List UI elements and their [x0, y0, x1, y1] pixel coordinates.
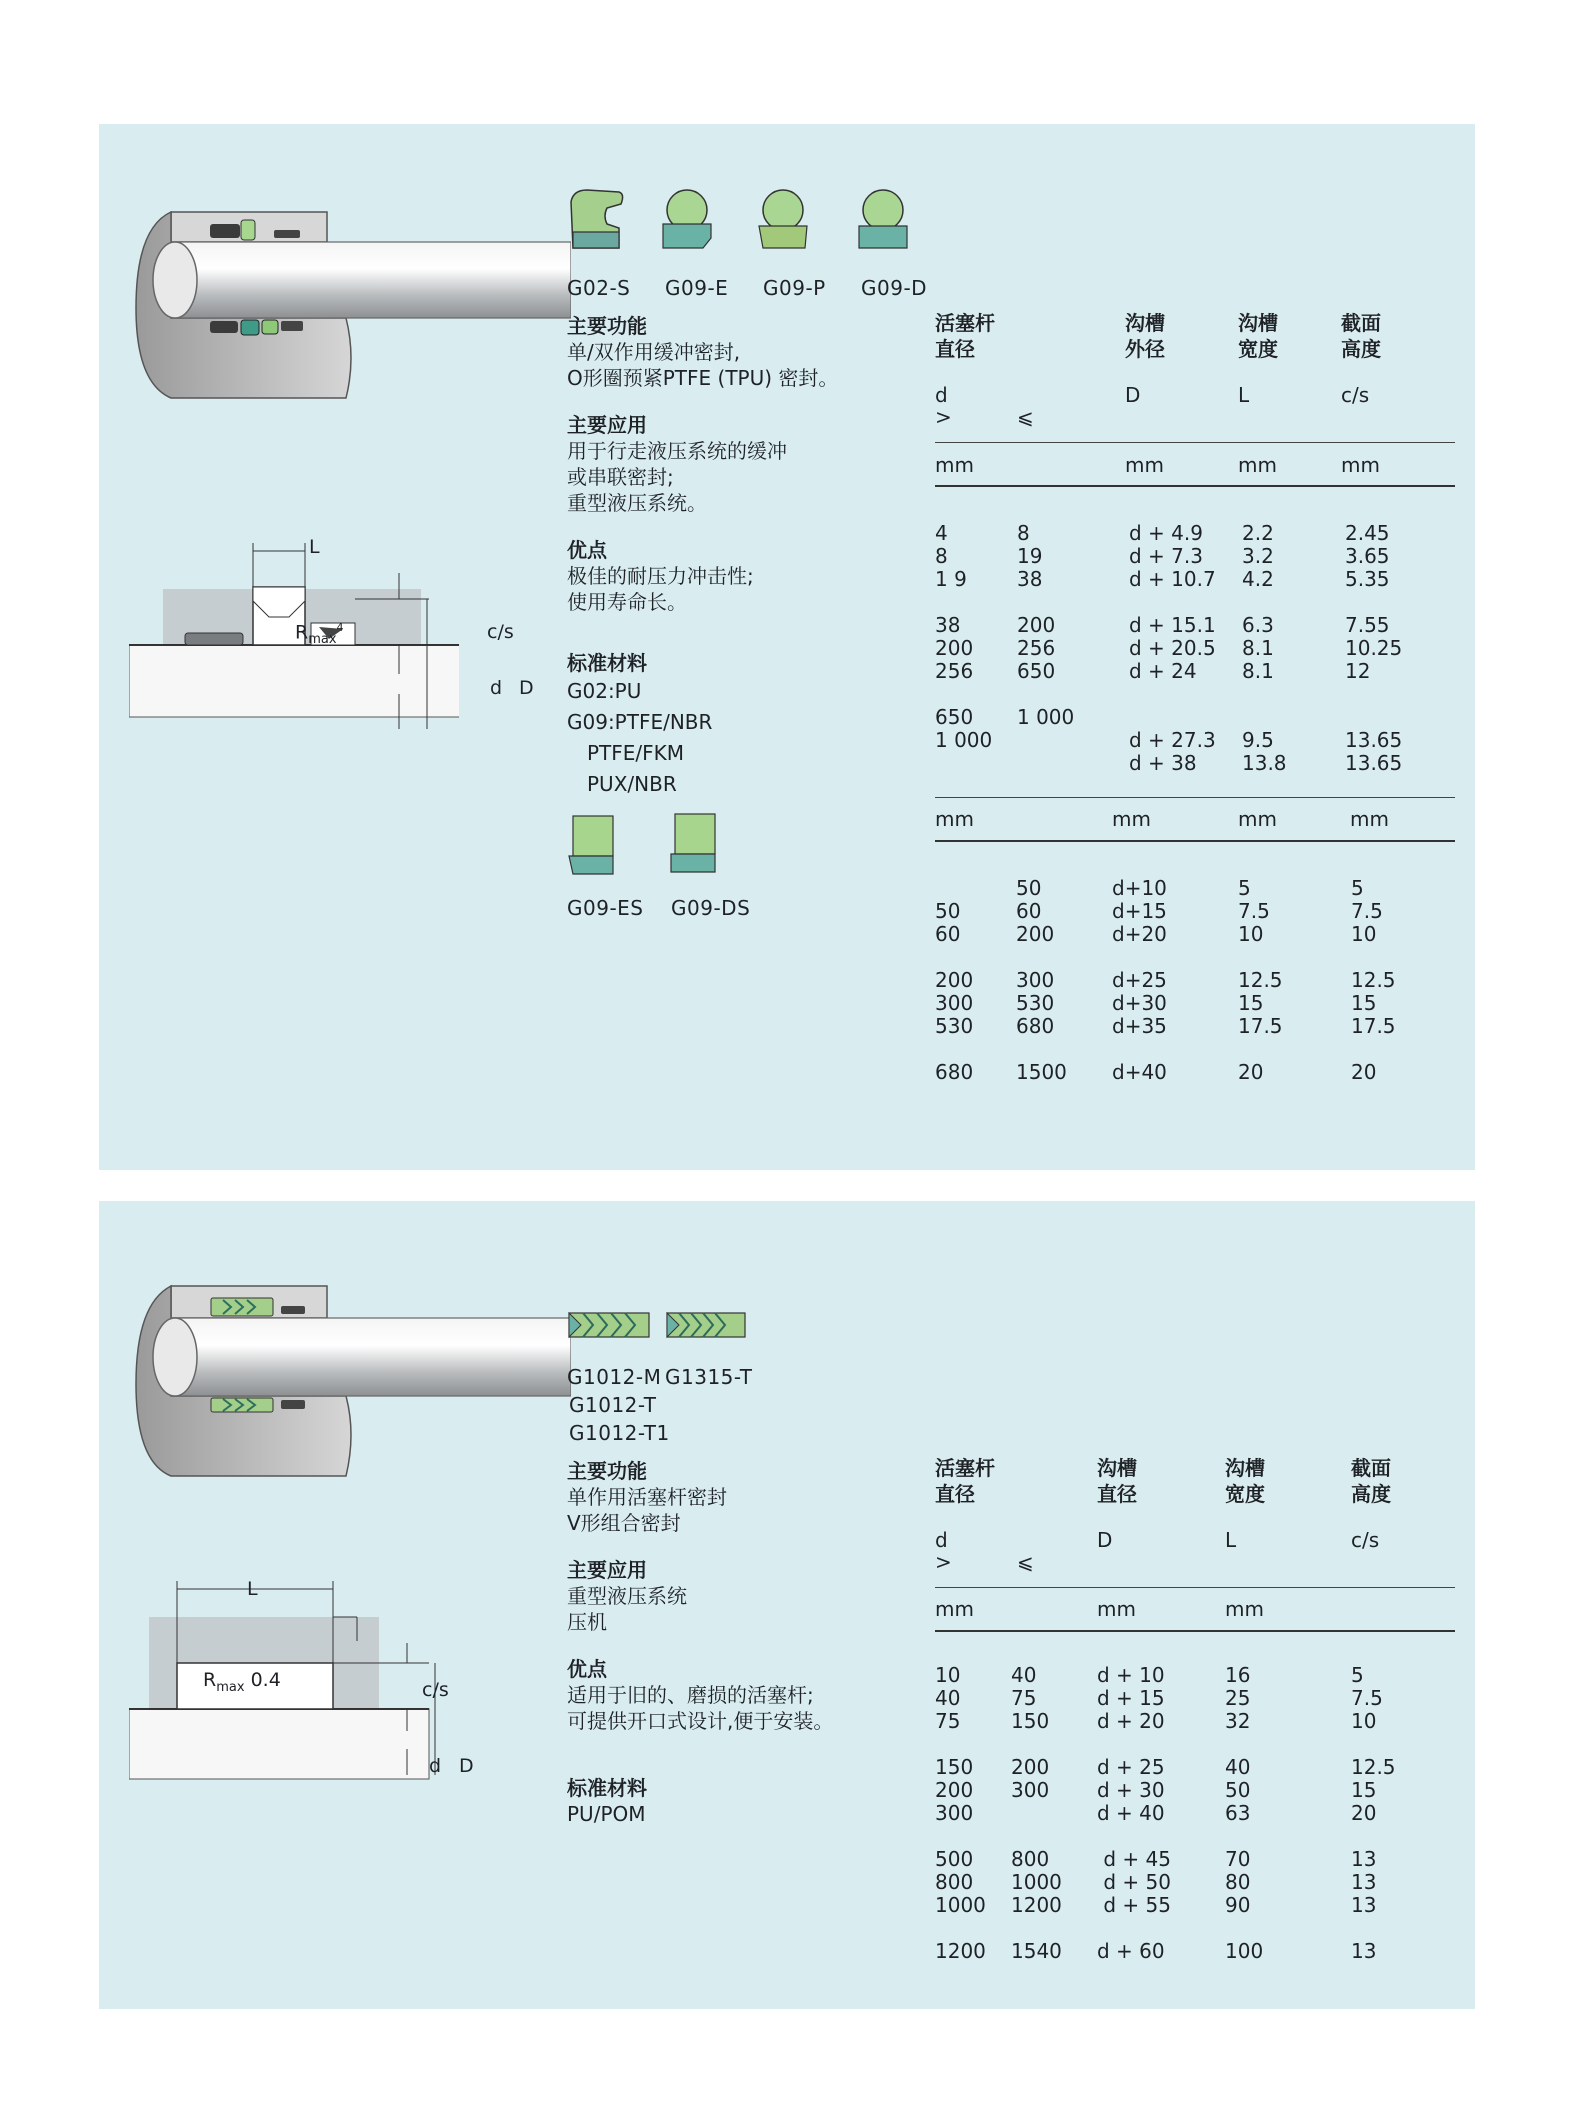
- function-line: V形组合密封: [567, 1511, 681, 1535]
- symbol-d: d: [935, 383, 948, 407]
- symbol-less-equal: ⩽: [1017, 1550, 1034, 1574]
- rmax-label: [295, 621, 344, 647]
- column-groove-width: 16 25 32 40 50 63 70 80 90 100: [1225, 1663, 1264, 1963]
- profile-code-g1012-m: G1012-M: [567, 1365, 662, 1389]
- column-rod-from: 10 40 75 150 200 300 500 800 1000 1200: [935, 1663, 986, 1963]
- symbol-D: D: [1097, 1528, 1113, 1552]
- profile-icons-row: [567, 186, 927, 256]
- symbol-L: L: [1238, 383, 1250, 407]
- profile-code-g09-p: G09-P: [763, 276, 826, 300]
- advantage-line: 使用寿命长。: [567, 590, 687, 614]
- application-line: 用于行走液压系统的缓冲: [567, 439, 787, 463]
- column-rod-from: 4 8 1 9 38 200 256 650 1 000: [935, 521, 993, 752]
- rmax-value: 0.4: [244, 1669, 281, 1691]
- application-line: 重型液压系统。: [567, 491, 707, 515]
- unit-cell: mm: [935, 453, 974, 477]
- table-rule: [935, 1587, 1455, 1588]
- table-header-rod-diameter: 活塞杆 直径: [935, 1456, 995, 1506]
- seal-cutaway-illustration: [131, 1284, 571, 1484]
- unit-cell: mm: [1350, 807, 1389, 831]
- table-rule: [935, 1630, 1455, 1632]
- table-header-groove-diameter: 沟槽 直径: [1097, 1456, 1137, 1506]
- dim-label-L: L: [309, 536, 320, 558]
- unit-cell: mm: [935, 807, 974, 831]
- profile-g09-ds-icon: [675, 814, 715, 854]
- profile-code-g1315-t: G1315-T: [665, 1365, 753, 1389]
- dim-label-L: L: [247, 1578, 258, 1600]
- column-groove-od-2: d+10 d+15 d+20 d+25 d+30 d+35 d+40: [1112, 876, 1167, 1084]
- column-section-height: 5 7.5 10 12.5 15 20 13 13 13 13: [1351, 1663, 1396, 1963]
- symbol-cs: c/s: [1351, 1528, 1380, 1552]
- unit-cell: mm: [935, 1597, 974, 1621]
- function-line: O形圈预紧PTFE (TPU) 密封。: [567, 366, 839, 390]
- profile-icons-es-ds: [567, 812, 727, 882]
- function-line: 单作用活塞杆密封: [567, 1485, 727, 1509]
- column-groove-width: 2.2 3.2 4.2 6.3 8.1 8.1 9.5 13.8: [1242, 521, 1287, 775]
- function-title: 主要功能: [567, 314, 647, 338]
- material-line: G02:PU: [567, 679, 642, 703]
- advantage-line: 可提供开口式设计,便于安装。: [567, 1709, 834, 1733]
- rmax-label: [203, 1669, 281, 1695]
- rmax-letter: R: [203, 1669, 217, 1691]
- profile-code-g02-s: G02-S: [567, 276, 631, 300]
- unit-cell: mm: [1225, 1597, 1264, 1621]
- symbol-less-equal: ⩽: [1017, 405, 1034, 429]
- profile-g09-es-icon: [573, 816, 613, 856]
- table-rule: [935, 797, 1455, 798]
- table-header-groove-width: 沟槽 宽度: [1225, 1456, 1265, 1506]
- unit-cell: mm: [1341, 453, 1380, 477]
- unit-cell: mm: [1238, 453, 1277, 477]
- profile-code-g09-es: G09-ES: [567, 896, 644, 920]
- symbol-d: d: [935, 1528, 948, 1552]
- application-title: 主要应用: [567, 1558, 647, 1582]
- profile-code-g09-e: G09-E: [665, 276, 729, 300]
- unit-cell: mm: [1125, 453, 1164, 477]
- table-rule: [935, 485, 1455, 487]
- dim-label-D: D: [459, 1755, 474, 1777]
- groove-cross-section-drawing: [129, 529, 459, 739]
- profile-code-g09-d: G09-D: [861, 276, 928, 300]
- material-line: PTFE/FKM: [587, 741, 685, 765]
- unit-cell: mm: [1112, 807, 1151, 831]
- table-header-section-height: 截面 高度: [1351, 1456, 1391, 1506]
- rmax-superscript: 4: [336, 621, 344, 634]
- description-block: [567, 1455, 833, 1827]
- dim-label-d: d: [490, 677, 503, 699]
- advantage-title: 优点: [567, 538, 607, 562]
- advantage-title: 优点: [567, 1657, 607, 1681]
- symbol-greater: >: [935, 1550, 952, 1574]
- material-line: PU/POM: [567, 1802, 646, 1826]
- product-panel-g02-g09: [99, 124, 1475, 1170]
- function-title: 主要功能: [567, 1459, 647, 1483]
- column-groove-width-2: 5 7.5 10 12.5 15 17.5 20: [1238, 876, 1283, 1084]
- column-groove-diameter: d + 10 d + 15 d + 20 d + 25 d + 30 d + 40 d + 45 d + 50 d + 55 d + 60: [1097, 1663, 1171, 1963]
- rmax-subscript: max: [216, 1679, 245, 1695]
- unit-cell: mm: [1097, 1597, 1136, 1621]
- profile-code-g1012-t: G1012-T: [569, 1393, 657, 1417]
- application-title: 主要应用: [567, 413, 647, 437]
- advantage-line: 适用于旧的、磨损的活塞杆;: [567, 1683, 814, 1707]
- column-section-height: 2.45 3.65 5.35 7.55 10.25 12 13.65 13.65: [1345, 521, 1403, 775]
- material-title: 标准材料: [567, 1776, 647, 1800]
- application-line: 或串联密封;: [567, 465, 674, 489]
- advantage-line: 极佳的耐压力冲击性;: [567, 564, 754, 588]
- dim-label-cs: c/s: [422, 1679, 449, 1701]
- table-header-section-height: 截面 高度: [1341, 311, 1381, 361]
- symbol-D: D: [1125, 383, 1141, 407]
- profile-code-g09-ds: G09-DS: [671, 896, 751, 920]
- rmax-subscript: max: [308, 632, 337, 648]
- product-panel-g1012-g1315: [99, 1201, 1475, 2009]
- rmax-letter: R: [295, 621, 309, 644]
- groove-cross-section-drawing: [129, 1571, 459, 1781]
- dim-label-D: D: [519, 677, 534, 699]
- table-header-groove-od: 沟槽 外径: [1125, 311, 1165, 361]
- dim-label-cs: c/s: [487, 621, 514, 643]
- application-line: 压机: [567, 1610, 607, 1634]
- column-rod-to: 40 75 150 200 300 800 1000 1200 1540: [1011, 1663, 1062, 1963]
- profile-g09-d-icon: [863, 190, 903, 230]
- column-rod-to-2: 50 60 200 300 530 680 1500: [1016, 876, 1067, 1084]
- column-section-height-2: 5 7.5 10 12.5 15 17.5 20: [1351, 876, 1396, 1084]
- profile-g09-p-icon: [763, 190, 803, 230]
- column-rod-to: 8 19 38 200 256 650 1 000: [1017, 521, 1075, 729]
- table-rule: [935, 840, 1455, 842]
- material-title: 标准材料: [567, 651, 647, 675]
- column-rod-from-2: 50 60 200 300 530 680: [935, 899, 974, 1084]
- profile-code-g1012-t1: G1012-T1: [569, 1421, 670, 1445]
- profile-icons-row: [567, 1309, 767, 1341]
- unit-cell: mm: [1238, 807, 1277, 831]
- table-header-groove-width: 沟槽 宽度: [1238, 311, 1278, 361]
- material-line: G09:PTFE/NBR: [567, 710, 713, 734]
- function-line: 单/双作用缓冲密封,: [567, 340, 741, 364]
- description-block: [567, 310, 838, 800]
- table-header-rod-diameter: 活塞杆 直径: [935, 311, 995, 361]
- dim-label-d: d: [429, 1755, 442, 1777]
- material-line: PUX/NBR: [587, 772, 677, 796]
- table-rule: [935, 442, 1455, 443]
- column-groove-od: d + 4.9 d + 7.3 d + 10.7 d + 15.1 d + 20.5 d + 24 d + 27.3 d + 38: [1129, 521, 1216, 775]
- symbol-greater: >: [935, 405, 952, 429]
- symbol-L: L: [1225, 1528, 1237, 1552]
- seal-cutaway-illustration: [131, 208, 571, 408]
- application-line: 重型液压系统: [567, 1584, 687, 1608]
- symbol-cs: c/s: [1341, 383, 1370, 407]
